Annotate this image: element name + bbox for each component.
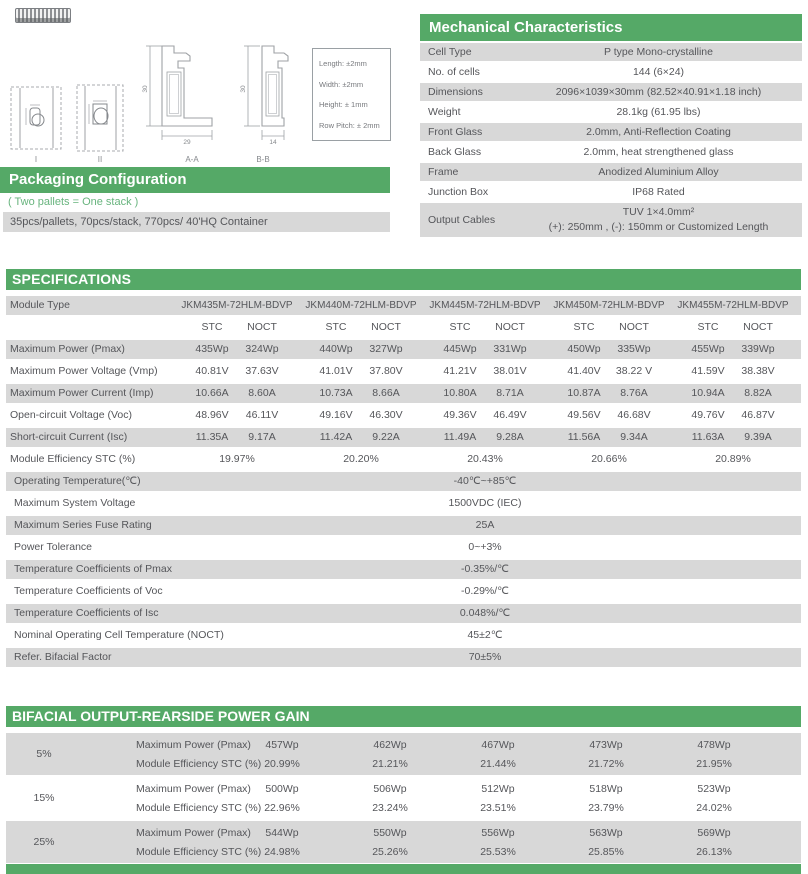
- spec-value: 70±5%: [468, 651, 502, 663]
- mech-row-front-glass: [420, 123, 802, 141]
- packaging-note: ( Two pallets = One stack ): [8, 196, 139, 208]
- spec-row-label: Operating Temperature(℃): [14, 475, 141, 487]
- frame-cross-section-bb-drawing: [238, 40, 298, 150]
- spec-value: 10.87A: [567, 387, 601, 399]
- bifacial-group-25: [6, 821, 801, 863]
- bifacial-row-label: Maximum Power (Pmax): [136, 782, 251, 795]
- bifacial-value: 23.24%: [372, 801, 408, 814]
- tolerance-height: Height: ± 1mm: [319, 100, 368, 110]
- spec-value: 38.22 V: [615, 365, 653, 377]
- bifacial-value: 462Wp: [373, 738, 407, 751]
- gain-percent: 5%: [36, 748, 52, 760]
- spec-row-temp-coeff-pmax: [6, 560, 801, 579]
- bifacial-value: 556Wp: [481, 826, 515, 839]
- mech-value: P type Mono-crystalline: [604, 46, 713, 58]
- spec-value: 9.17A: [248, 431, 276, 443]
- tolerance-length: Length: ±2mm: [319, 58, 367, 68]
- spec-row-label: Module Efficiency STC (%): [10, 453, 136, 465]
- spec-value: 20.20%: [343, 453, 379, 465]
- spec-value: 10.73A: [319, 387, 353, 399]
- bifacial-value: 518Wp: [589, 782, 623, 795]
- spec-row-label: Refer. Bifacial Factor: [14, 651, 112, 663]
- spec-value: 455Wp: [691, 343, 725, 355]
- bifacial-value: 467Wp: [481, 738, 515, 751]
- bifacial-value: 544Wp: [265, 826, 299, 839]
- bifacial-value: 21.44%: [480, 757, 516, 770]
- packaging-detail: 35pcs/pallets, 70pcs/stack, 770pcs/ 40'HQ Container: [3, 212, 390, 232]
- tolerance-width: Width: ±2mm: [319, 79, 364, 89]
- mech-value: 2.0mm, heat strengthened glass: [583, 146, 734, 158]
- spec-value: 0~+3%: [468, 541, 502, 553]
- spec-row-label: Short-circuit Current (Isc): [10, 431, 128, 443]
- bifacial-value: 550Wp: [373, 826, 407, 839]
- mechanical-characteristics-table: [420, 14, 802, 237]
- spec-value: 20.89%: [715, 453, 751, 465]
- spec-row-efficiency: [6, 450, 801, 469]
- tolerance-row-pitch: Row Pitch: ± 2mm: [319, 121, 380, 131]
- mech-value: Anodized Aluminium Alloy: [598, 166, 719, 178]
- bifacial-row-label: Maximum Power (Pmax): [136, 738, 251, 751]
- spec-row-label: Maximum System Voltage: [14, 497, 136, 509]
- gain-percent: 15%: [33, 792, 55, 804]
- spec-value: 10.94A: [691, 387, 725, 399]
- frame-cross-section-aa-drawing: [140, 40, 224, 150]
- spec-value: 49.36V: [443, 409, 477, 421]
- spec-row-operating-temperature: [6, 472, 801, 491]
- mech-label: Weight: [428, 106, 461, 118]
- spec-row-max-system-voltage: [6, 494, 801, 513]
- bifacial-value: 21.95%: [696, 757, 732, 770]
- spec-value: 38.38V: [741, 365, 775, 377]
- bifacial-row-label: Module Efficiency STC (%): [136, 845, 262, 858]
- spec-row-temp-coeff-voc: [6, 582, 801, 601]
- spec-row-imp: [6, 384, 801, 403]
- bifacial-value: 25.53%: [480, 845, 516, 858]
- spec-value: 8.76A: [620, 387, 648, 399]
- module-name: JKM445M-72HLM-BDVP: [429, 300, 541, 311]
- bifacial-value: 23.79%: [588, 801, 624, 814]
- spec-value: 11.49A: [443, 431, 477, 443]
- mech-row-output-cables: [420, 203, 802, 237]
- spec-value: 1500VDC (IEC): [448, 497, 522, 509]
- module-name: JKM450M-72HLM-BDVP: [553, 300, 665, 311]
- spec-row-bifacial-factor: [6, 648, 801, 667]
- spec-row-label: Maximum Power Current (Imp): [10, 387, 154, 399]
- bifacial-value: 23.51%: [480, 801, 516, 814]
- spec-row-label: Temperature Coefficients of Isc: [14, 607, 159, 619]
- module-type-label: Module Type: [10, 299, 70, 311]
- spec-value: 9.39A: [744, 431, 772, 443]
- bifacial-value: 500Wp: [265, 782, 299, 795]
- spec-row-label: Maximum Power (Pmax): [10, 343, 125, 355]
- spec-value: 11.56A: [567, 431, 601, 443]
- spec-row-noct: [6, 626, 801, 645]
- spec-row-voc: [6, 406, 801, 425]
- spec-value: 41.40V: [567, 365, 601, 377]
- spec-value: 327Wp: [369, 343, 403, 355]
- stc-header: STC: [449, 321, 471, 333]
- spec-value: 9.34A: [620, 431, 648, 443]
- tolerance-box: [312, 48, 391, 141]
- spec-value: 19.97%: [219, 453, 255, 465]
- stc-header: STC: [573, 321, 595, 333]
- mech-label: Front Glass: [428, 126, 483, 138]
- noct-header: NOCT: [495, 321, 525, 333]
- bifacial-row-label: Module Efficiency STC (%): [136, 757, 262, 770]
- bottom-accent-bar: [6, 864, 801, 874]
- bifacial-row-label: Maximum Power (Pmax): [136, 826, 251, 839]
- spec-row-label: Maximum Series Fuse Rating: [14, 519, 152, 531]
- specifications-table: [6, 269, 801, 670]
- spec-value: 45±2℃: [467, 629, 503, 641]
- noct-header: NOCT: [619, 321, 649, 333]
- spec-row-label: Maximum Power Voltage (Vmp): [10, 365, 158, 377]
- spec-value: 46.11V: [245, 409, 279, 421]
- spec-value: 41.21V: [443, 365, 477, 377]
- spec-value: -0.35%/℃: [461, 563, 509, 575]
- module-stack-icon: [15, 8, 71, 23]
- spec-value: 324Wp: [245, 343, 279, 355]
- bifacial-value: 569Wp: [697, 826, 731, 839]
- bifacial-group-5: [6, 733, 801, 775]
- spec-value: 46.87V: [741, 409, 775, 421]
- spec-row-label: Power Tolerance: [14, 541, 93, 553]
- stc-header: STC: [697, 321, 719, 333]
- bifacial-value: 563Wp: [589, 826, 623, 839]
- noct-header: NOCT: [371, 321, 401, 333]
- mech-label: Dimensions: [428, 86, 483, 98]
- bifacial-value: 523Wp: [697, 782, 731, 795]
- mech-value: 2096×1039×30mm (82.52×40.91×1.18 inch): [555, 86, 762, 98]
- bifacial-value: 26.13%: [696, 845, 732, 858]
- mech-label: Cell Type: [428, 46, 472, 58]
- module-name: JKM440M-72HLM-BDVP: [305, 300, 417, 311]
- spec-value: 49.16V: [319, 409, 353, 421]
- bifacial-value: 25.85%: [588, 845, 624, 858]
- spec-value: 335Wp: [617, 343, 651, 355]
- spec-value: 40.81V: [195, 365, 229, 377]
- bifacial-gain-table: [6, 706, 801, 865]
- spec-row-label: Open-circuit Voltage (Voc): [10, 409, 132, 421]
- spec-value: 8.82A: [744, 387, 772, 399]
- mech-label: Back Glass: [428, 146, 482, 158]
- spec-value: 11.63A: [691, 431, 725, 443]
- spec-value: 46.30V: [369, 409, 403, 421]
- spec-row-label: Temperature Coefficients of Voc: [14, 585, 163, 597]
- bifacial-group-15: [6, 777, 801, 819]
- spec-value: 9.22A: [372, 431, 400, 443]
- specifications-section-title: SPECIFICATIONS: [6, 269, 801, 290]
- bifacial-value: 512Wp: [481, 782, 515, 795]
- spec-value: 20.66%: [591, 453, 627, 465]
- mech-label: Frame: [428, 166, 459, 178]
- spec-row-power-tolerance: [6, 538, 801, 557]
- spec-value: 37.63V: [245, 365, 279, 377]
- spec-row-label: Nominal Operating Cell Temperature (NOCT): [14, 629, 224, 641]
- drawing-label-aa: A-A: [185, 155, 199, 164]
- spec-value: 49.76V: [691, 409, 725, 421]
- mech-value: 28.1kg (61.95 lbs): [616, 106, 701, 118]
- gain-percent: 25%: [33, 836, 55, 848]
- stc-header: STC: [201, 321, 223, 333]
- spec-value: 46.68V: [617, 409, 651, 421]
- mech-row-frame: [420, 163, 802, 181]
- spec-value: 41.59V: [691, 365, 725, 377]
- spec-value: 10.80A: [443, 387, 477, 399]
- spec-value: 435Wp: [195, 343, 229, 355]
- mech-row-dimensions: [420, 83, 802, 101]
- module-name: JKM455M-72HLM-BDVP: [677, 300, 789, 311]
- spec-row-vmp: [6, 362, 801, 381]
- mech-value: 2.0mm, Anti-Reflection Coating: [586, 126, 731, 138]
- bifacial-value: 22.96%: [264, 801, 300, 814]
- mech-label: No. of cells: [428, 66, 480, 78]
- noct-header: NOCT: [743, 321, 773, 333]
- mech-label: Junction Box: [428, 186, 489, 198]
- spec-row-label: Temperature Coefficients of Pmax: [14, 563, 172, 575]
- spec-value: 0.048%/℃: [459, 607, 511, 619]
- mech-row-cell-type: [420, 43, 802, 61]
- stc-noct-header-row: [6, 318, 801, 337]
- spec-value: 37.80V: [369, 365, 403, 377]
- spec-value: -0.29%/℃: [461, 585, 509, 597]
- mounting-hole-detail-1-drawing: [10, 86, 62, 152]
- module-name: JKM435M-72HLM-BDVP: [181, 300, 293, 311]
- bifacial-section-title: BIFACIAL OUTPUT-REARSIDE POWER GAIN: [6, 706, 801, 727]
- bifacial-value: 21.21%: [372, 757, 408, 770]
- spec-value: 20.43%: [467, 453, 503, 465]
- mech-label: Output Cables: [428, 214, 496, 226]
- spec-value: 25A: [475, 519, 495, 531]
- bifacial-value: 457Wp: [265, 738, 299, 751]
- spec-value: 450Wp: [567, 343, 601, 355]
- mechanical-section-title: Mechanical Characteristics: [420, 14, 802, 41]
- drawing-label-2: II: [97, 155, 103, 164]
- output-cables-line2: (+): 250mm , (-): 150mm or Customized Length: [548, 221, 769, 233]
- spec-value: 11.35A: [195, 431, 229, 443]
- spec-value: 331Wp: [493, 343, 527, 355]
- spec-row-max-series-fuse: [6, 516, 801, 535]
- spec-value: 46.49V: [493, 409, 527, 421]
- bb-width-dim: 14: [269, 139, 277, 146]
- aa-height-dim: 30: [142, 85, 149, 93]
- aa-width-dim: 29: [183, 139, 191, 146]
- mech-row-no-of-cells: [420, 63, 802, 81]
- spec-row-temp-coeff-isc: [6, 604, 801, 623]
- bifacial-value: 24.02%: [696, 801, 732, 814]
- spec-value: 8.60A: [248, 387, 276, 399]
- spec-value: 8.66A: [372, 387, 400, 399]
- mech-row-weight: [420, 103, 802, 121]
- drawing-label-bb: B-B: [256, 155, 270, 164]
- spec-value: 48.96V: [195, 409, 229, 421]
- bifacial-value: 24.98%: [264, 845, 300, 858]
- noct-header: NOCT: [247, 321, 277, 333]
- spec-value: 41.01V: [319, 365, 353, 377]
- spec-row-isc: [6, 428, 801, 447]
- drawing-label-1: I: [34, 155, 38, 164]
- bifacial-row-label: Module Efficiency STC (%): [136, 801, 262, 814]
- mech-value: [515, 203, 802, 235]
- spec-value: 11.42A: [319, 431, 353, 443]
- spec-value: 8.71A: [496, 387, 524, 399]
- bifacial-value: 25.26%: [372, 845, 408, 858]
- mech-row-junction-box: [420, 183, 802, 201]
- bb-height-dim: 30: [240, 85, 247, 93]
- spec-value: 440Wp: [319, 343, 353, 355]
- bifacial-value: 473Wp: [589, 738, 623, 751]
- spec-value: 10.66A: [195, 387, 229, 399]
- bifacial-value: 21.72%: [588, 757, 624, 770]
- spec-value: 38.01V: [493, 365, 527, 377]
- output-cables-line1: TUV 1×4.0mm²: [622, 206, 695, 218]
- spec-row-pmax: [6, 340, 801, 359]
- bifacial-value: 478Wp: [697, 738, 731, 751]
- mounting-hole-detail-2-drawing: [76, 84, 124, 154]
- spec-value: 49.56V: [567, 409, 601, 421]
- module-type-row: [6, 296, 801, 315]
- bifacial-value: 506Wp: [373, 782, 407, 795]
- bifacial-value: 20.99%: [264, 757, 300, 770]
- packaging-section-title: Packaging Configuration: [0, 167, 390, 193]
- mech-row-back-glass: [420, 143, 802, 161]
- spec-value: 339Wp: [741, 343, 775, 355]
- spec-value: 445Wp: [443, 343, 477, 355]
- spec-value: -40℃~+85℃: [453, 475, 517, 487]
- stc-header: STC: [325, 321, 347, 333]
- spec-value: 9.28A: [496, 431, 524, 443]
- mech-value: 144 (6×24): [632, 66, 685, 78]
- mech-value: IP68 Rated: [632, 186, 685, 198]
